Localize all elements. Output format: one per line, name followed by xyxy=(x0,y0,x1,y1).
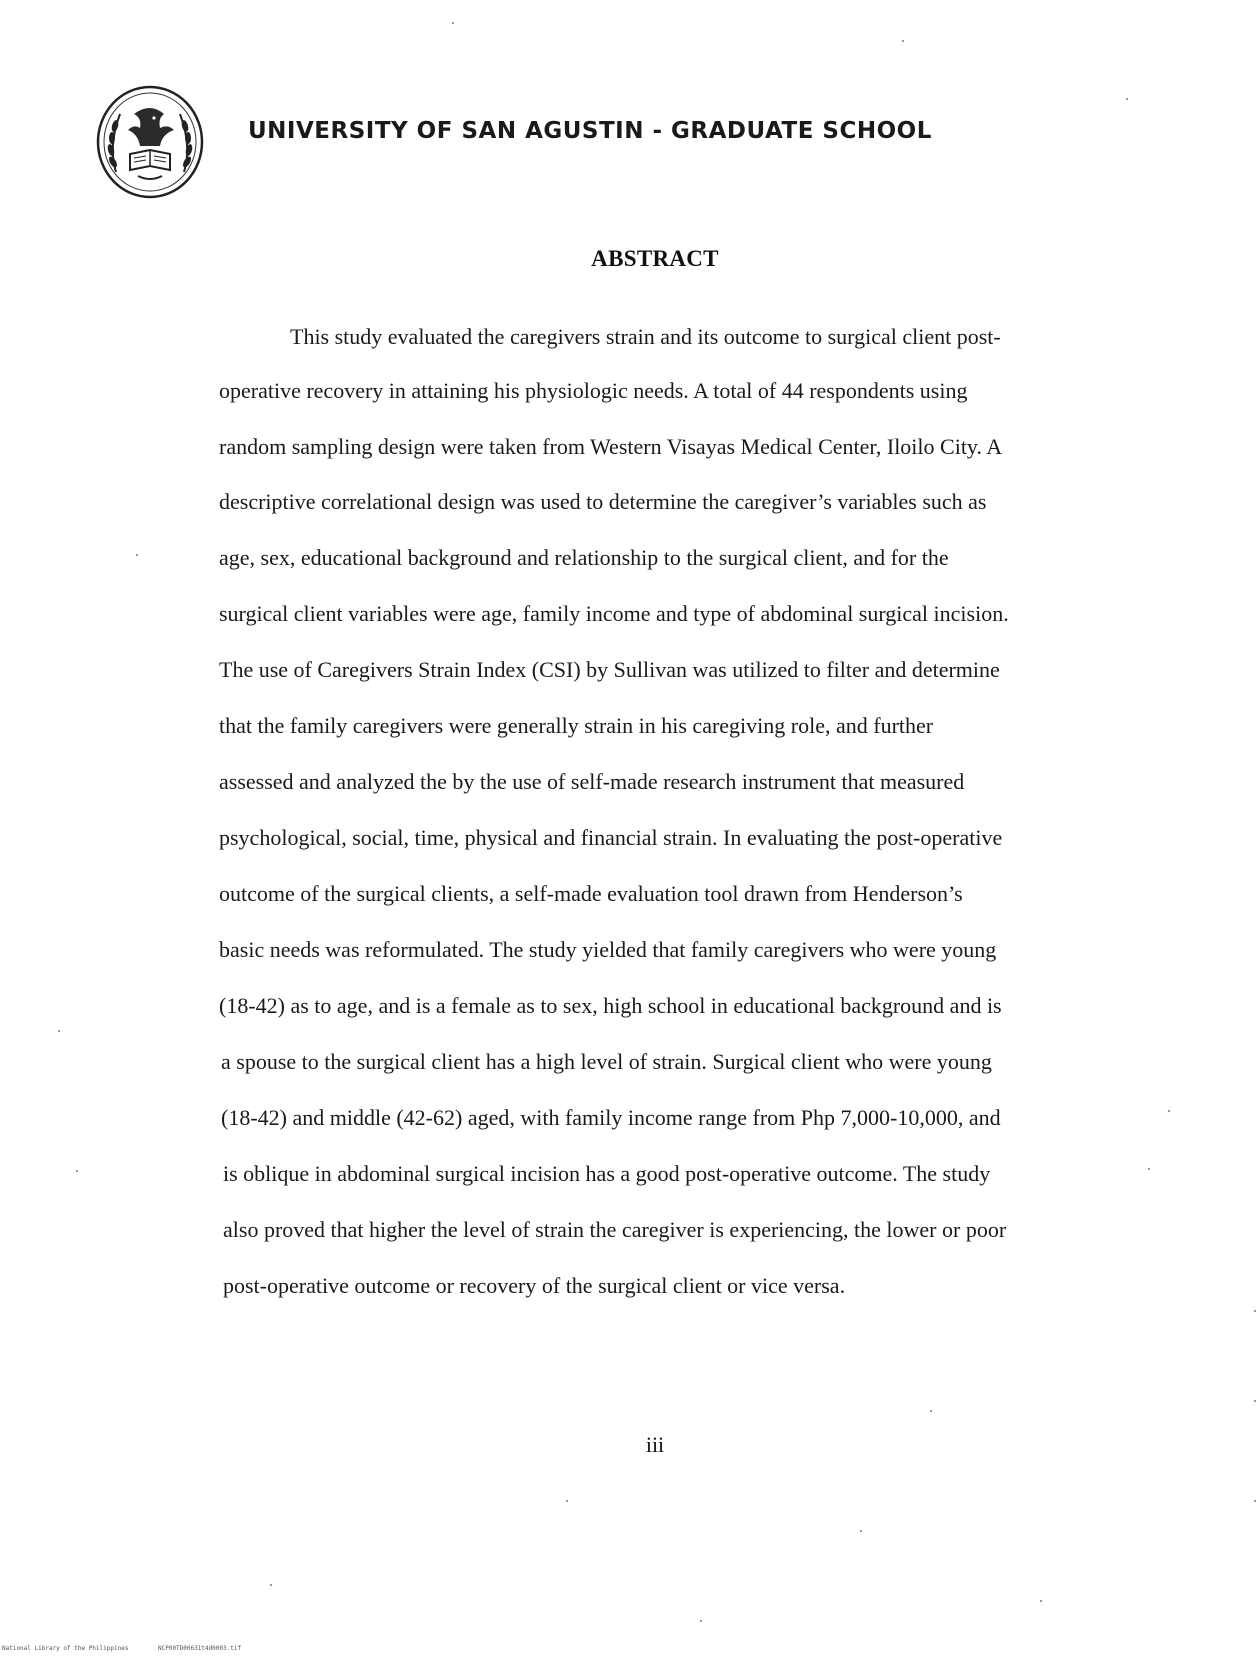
scan-speck xyxy=(1168,1110,1170,1112)
abstract-line: The use of Caregivers Strain Index (CSI) by Sullivan was utilized to filter and determine xyxy=(219,657,1000,682)
abstract-line: age, sex, educational background and relationship to the surgical client, and for the xyxy=(219,545,949,570)
scan-speck xyxy=(1254,1500,1256,1502)
abstract-line: post-operative outcome or recovery of the surgical client or vice versa. xyxy=(223,1273,846,1298)
scan-speck xyxy=(1254,1310,1256,1312)
scan-speck xyxy=(1254,1400,1256,1402)
scan-speck xyxy=(136,554,138,556)
abstract-line: random sampling design were taken from Western Visayas Medical Center, Iloilo City. A xyxy=(219,434,1003,459)
page-number: iii xyxy=(645,1432,665,1457)
abstract-line: psychological, social, time, physical and financial strain. In evaluating the post-operative xyxy=(219,825,1003,850)
abstract-line: operative recovery in attaining his physiologic needs. A total of 44 respondents using xyxy=(219,378,968,403)
abstract-line: (18-42) as to age, and is a female as to sex, high school in educational background and is xyxy=(219,993,1002,1018)
scan-speck xyxy=(860,1530,862,1532)
abstract-line: that the family caregivers were generally strain in his caregiving role, and further xyxy=(219,713,934,738)
scan-speck xyxy=(1040,1600,1042,1602)
abstract-line: is oblique in abdominal surgical incision has a good post-operative outcome. The study xyxy=(223,1161,991,1186)
abstract-line: This study evaluated the caregivers strain and its outcome to surgical client post- xyxy=(290,324,1001,349)
scan-speck xyxy=(1126,98,1128,100)
abstract-line: (18-42) and middle (42-62) aged, with family income range from Php 7,000-10,000, and xyxy=(221,1105,1001,1130)
university-seal-icon xyxy=(94,84,206,200)
abstract-line: outcome of the surgical clients, a self-made evaluation tool drawn from Henderson’s xyxy=(219,881,963,906)
footer-library-note: National Library of the Philippines xyxy=(2,1645,129,1652)
abstract-line: assessed and analyzed the by the use of self-made research instrument that measured xyxy=(219,769,965,794)
scan-speck xyxy=(700,1620,702,1622)
footer-file-code: NCP00TD00631t4d0003.tif xyxy=(158,1645,242,1652)
scan-speck xyxy=(566,1500,568,1502)
scan-speck xyxy=(902,40,904,42)
abstract-line: also proved that higher the level of strain the caregiver is experiencing, the lower or poor xyxy=(223,1217,1007,1242)
scan-speck xyxy=(76,1170,78,1172)
scan-speck xyxy=(452,22,454,24)
scan-speck xyxy=(1148,1168,1150,1170)
institution-title: UNIVERSITY OF SAN AGUSTIN - GRADUATE SCHOOL xyxy=(248,118,932,144)
scan-speck xyxy=(58,1030,60,1032)
abstract-line: a spouse to the surgical client has a high level of strain. Surgical client who were young xyxy=(221,1049,992,1074)
abstract-line: surgical client variables were age, family income and type of abdominal surgical incision. xyxy=(219,601,1009,626)
abstract-line: basic needs was reformulated. The study yielded that family caregivers who were young xyxy=(219,937,997,962)
scan-speck xyxy=(930,1410,932,1412)
abstract-line: descriptive correlational design was used to determine the caregiver’s variables such as xyxy=(219,489,987,514)
scan-speck xyxy=(270,1584,272,1586)
abstract-heading: ABSTRACT xyxy=(591,246,719,271)
